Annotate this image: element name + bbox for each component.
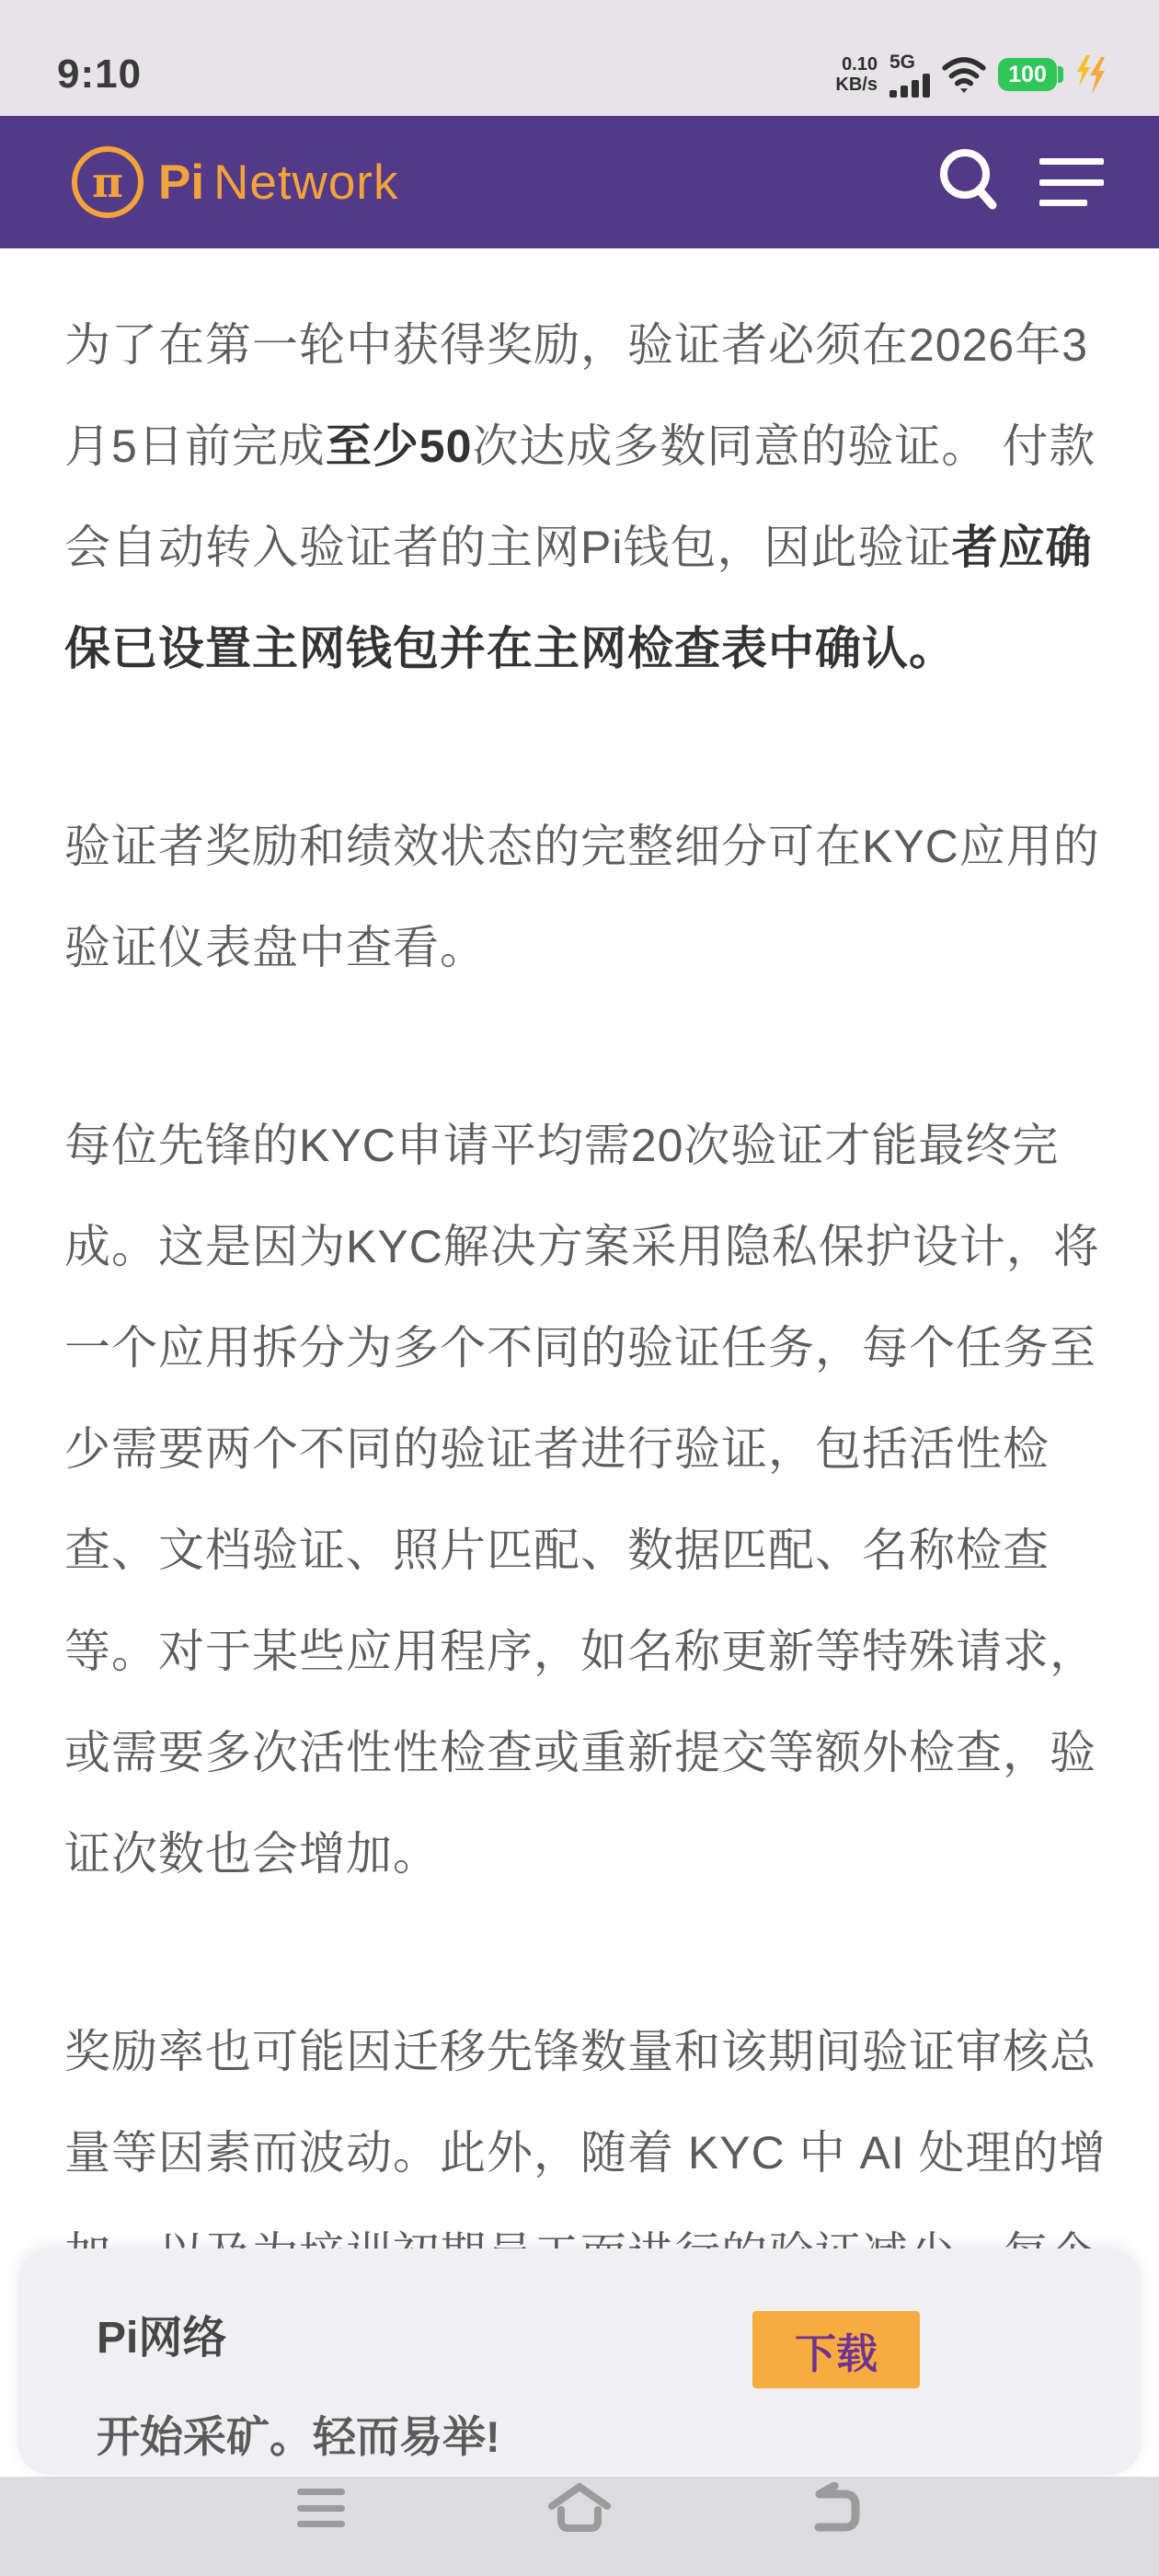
menu-icon (1039, 200, 1087, 206)
pi-network-logo[interactable] (72, 146, 398, 218)
article-line: 保已设置主网钱包并在主网检查表中确认。 (64, 623, 956, 674)
menu-button[interactable] (1039, 156, 1104, 208)
banner-app-name: Pi网络 (97, 2314, 227, 2363)
nav-home-button[interactable] (546, 2482, 613, 2538)
system-navbar (0, 2477, 1159, 2576)
article-line: 量等因素而波动。此外，随着 KYC 中 AI 处理的增 (64, 2127, 1107, 2179)
pi-symbol: π (92, 157, 123, 207)
download-button[interactable]: 下载 (752, 2311, 920, 2388)
cellular-signal (889, 52, 930, 98)
download-banner (18, 2248, 1141, 2475)
status-bar (0, 0, 1159, 116)
battery-indicator (998, 58, 1057, 91)
article-line: 或需要多次活性性检查或重新提交等额外检查，验 (64, 1727, 1096, 1778)
article-line: 少需要两个不同的验证者进行验证，包括活性检 (64, 1423, 1050, 1475)
nav-recents-button[interactable] (297, 2489, 345, 2527)
network-speed-value: 0.10 (842, 54, 878, 75)
wifi-icon (942, 56, 986, 93)
nav-back-button[interactable] (806, 2482, 865, 2536)
paragraph (64, 796, 1099, 998)
article-line: 证次数也会增加。 (64, 1828, 440, 1880)
article-line: 会自动转入验证者的主网Pi钱包，因此验证者应确 (64, 522, 1093, 573)
app-header (0, 116, 1159, 248)
brand-name-pi: Pi (158, 155, 205, 210)
article-line: 每位先锋的KYC申请平均需20次验证才能最终完 (64, 1120, 1060, 1171)
network-speed (835, 54, 878, 95)
menu-icon (1039, 158, 1104, 165)
article-line: 等。对于某些应用程序，如名称更新等特殊请求， (64, 1626, 1096, 1677)
clock: 9:10 (57, 52, 143, 97)
menu-icon (1039, 179, 1104, 186)
article-line: 成。这是因为KYC解决方案采用隐私保护设计，将 (64, 1221, 1100, 1272)
signal-bars-icon (889, 74, 930, 98)
article-line: 月5日前完成至少50次达成多数同意的验证。 付款 (64, 420, 1096, 472)
article-line: 验证者奖励和绩效状态的完整细分可在KYC应用的 (64, 821, 1100, 872)
recents-icon (297, 2505, 345, 2512)
network-type-label: 5G (889, 51, 916, 73)
search-icon (939, 148, 1000, 216)
home-icon (546, 2482, 613, 2534)
article-line: 一个应用拆分为多个不同的验证任务，每个任务至 (64, 1322, 1096, 1374)
banner-tagline: 开始采矿。轻而易举! (97, 2412, 500, 2461)
article-line: 为了在第一轮中获得奖励，验证者必须在2026年3 (64, 319, 1089, 371)
back-icon (806, 2482, 865, 2532)
battery-level: 100 (1008, 61, 1047, 87)
article-line: 奖励率也可能因迁移先锋数量和该期间验证审核总 (64, 2026, 1096, 2077)
network-speed-unit: KB/s (835, 75, 878, 95)
brand-name-network: Network (213, 155, 399, 210)
recents-icon (297, 2489, 345, 2495)
paragraph (64, 1095, 1099, 1904)
pi-logo-icon (72, 146, 143, 218)
paragraph (64, 294, 1099, 699)
charging-bolt-icon (1076, 55, 1106, 94)
brand-wordmark (158, 155, 398, 211)
recents-icon (297, 2521, 345, 2527)
article-line: 验证仪表盘中查看。 (64, 922, 487, 973)
search-button[interactable] (933, 136, 1006, 228)
article-line: 查、文档验证、照片匹配、数据匹配、名称检查 (64, 1524, 1050, 1576)
status-icons (835, 52, 1106, 98)
article (0, 248, 1159, 2401)
